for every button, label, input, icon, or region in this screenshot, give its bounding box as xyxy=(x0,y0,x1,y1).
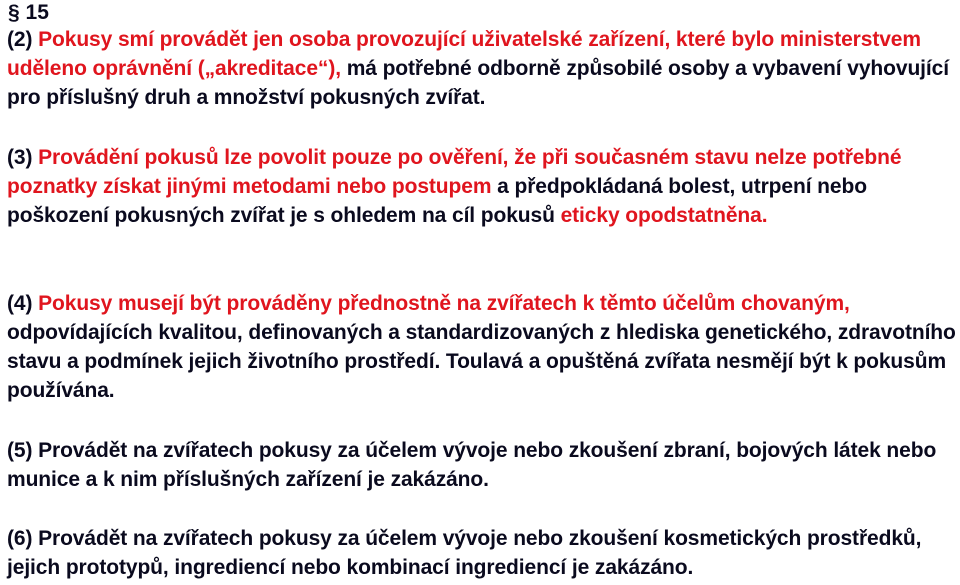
paragraph-3-highlight: Provádění pokusů lze povolit pouze po ověření, že při současném stavu nelze potřebné poznatky získat jinými metodami nebo postupem xyxy=(7,146,902,198)
paragraph-2 xyxy=(7,25,957,112)
section-heading: § 15 xyxy=(8,1,49,24)
paragraph-2-number: (2) xyxy=(7,28,39,51)
paragraph-2-highlight: Pokusy smí provádět jen osoba provozující uživatelské zařízení, které bylo ministerstvem uděleno oprávnění („akreditace“), xyxy=(7,28,921,80)
paragraph-4-number: (4) xyxy=(7,292,39,315)
paragraph-6: (6) Provádět na zvířatech pokusy za účelem vývoje nebo zkoušení kosmetických prostředků, jejich prototypů, ingrediencí nebo kombinací ingrediencí je zakázáno. xyxy=(7,527,922,579)
paragraph-5: (5) Provádět na zvířatech pokusy za účelem vývoje nebo zkoušení zbraní, bojových látek nebo munice a k nim příslušných zařízení je zakázáno. xyxy=(7,439,937,491)
paragraph-4 xyxy=(7,289,957,405)
paragraph-3-highlight-end: eticky opodstatněna. xyxy=(560,204,768,227)
paragraph-3-text: a předpokládaná bolest, utrpení nebo poškození pokusných zvířat je s ohledem na cíl pokusů xyxy=(7,175,867,227)
paragraph-4-highlight: Pokusy musejí být prováděny přednostně na zvířatech k těmto účelům chovaným, xyxy=(38,292,850,315)
paragraph-2-text: má potřebné odborně způsobilé osoby a vybavení vyhovující pro příslušný druh a množství pokusných zvířat. xyxy=(7,57,949,109)
paragraph-3-number: (3) xyxy=(7,146,39,169)
paragraph-3 xyxy=(7,143,957,230)
paragraph-4-text: odpovídajících kvalitou, definovaných a standardizovaných z hlediska genetického, zdravotního stavu a podmínek jejich životního prostředí. Toulavá a opuštěná zvířata nesmějí být k pokusům používána. xyxy=(7,321,956,402)
